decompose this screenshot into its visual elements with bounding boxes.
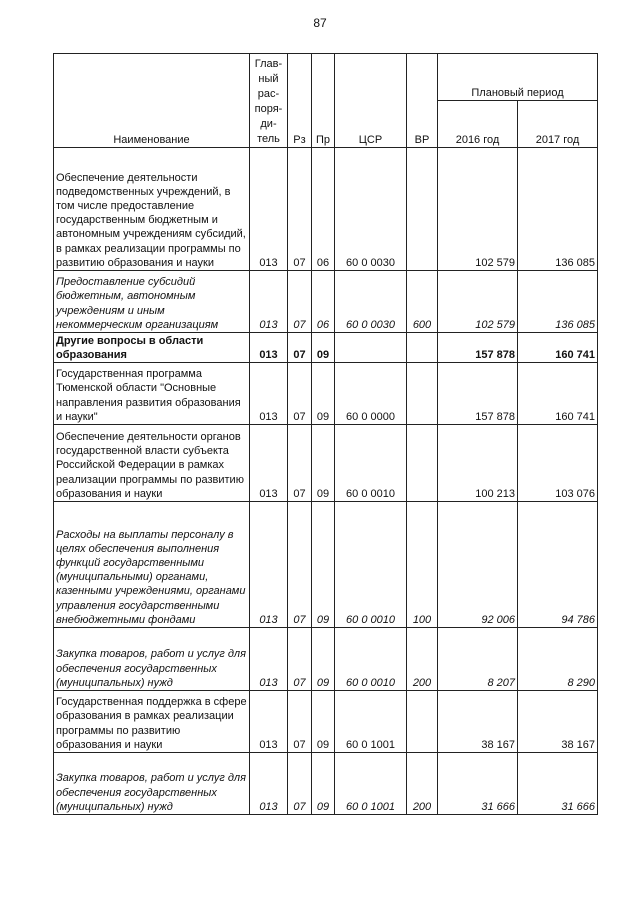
budget-table <box>53 53 598 815</box>
row-rz: 07 <box>288 271 312 333</box>
row-vr <box>407 333 438 363</box>
row-2016: 102 579 <box>438 271 518 333</box>
row-csr: 60 0 1001 <box>335 691 407 753</box>
row-rz: 07 <box>288 753 312 815</box>
header-main-manager: Глав- ный рас- поря- ди- тель <box>250 54 288 148</box>
row-vr <box>407 425 438 502</box>
row-rz: 07 <box>288 691 312 753</box>
row-csr <box>335 333 407 363</box>
header-year-2016: 2016 год <box>438 101 518 148</box>
table-row <box>54 753 598 815</box>
row-vr <box>407 148 438 271</box>
row-name: Закупка товаров, работ и услуг для обеспечения государственных (муниципальных) нужд <box>54 628 250 691</box>
row-main-manager: 013 <box>250 691 288 753</box>
row-csr: 60 0 0030 <box>335 148 407 271</box>
header-rz: Рз <box>288 54 312 148</box>
header-row <box>54 54 598 101</box>
table-row <box>54 333 598 363</box>
row-name: Другие вопросы в области образования <box>54 333 250 363</box>
row-main-manager: 013 <box>250 333 288 363</box>
row-vr <box>407 691 438 753</box>
row-rz: 07 <box>288 363 312 425</box>
row-rz: 07 <box>288 148 312 271</box>
row-pr: 09 <box>312 628 335 691</box>
row-pr: 06 <box>312 271 335 333</box>
row-name: Закупка товаров, работ и услуг для обеспечения государственных (муниципальных) нужд <box>54 753 250 815</box>
row-2017: 160 741 <box>518 333 598 363</box>
row-main-manager: 013 <box>250 148 288 271</box>
row-2016: 102 579 <box>438 148 518 271</box>
row-csr: 60 0 0010 <box>335 502 407 628</box>
row-vr: 100 <box>407 502 438 628</box>
row-pr: 09 <box>312 333 335 363</box>
header-vr: ВР <box>407 54 438 148</box>
row-pr: 09 <box>312 691 335 753</box>
row-2017: 8 290 <box>518 628 598 691</box>
row-pr: 06 <box>312 148 335 271</box>
row-pr: 09 <box>312 363 335 425</box>
table-row <box>54 691 598 753</box>
table-row <box>54 271 598 333</box>
row-2017: 136 085 <box>518 271 598 333</box>
row-vr: 600 <box>407 271 438 333</box>
row-2016: 38 167 <box>438 691 518 753</box>
row-name: Предоставление субсидий бюджетным, автономным учреждениям и иным некоммерческим организациям <box>54 271 250 333</box>
row-name: Государственная программа Тюменской области "Основные направления развития образования и науки" <box>54 363 250 425</box>
row-2017: 94 786 <box>518 502 598 628</box>
row-2016: 8 207 <box>438 628 518 691</box>
table-row <box>54 425 598 502</box>
row-vr: 200 <box>407 628 438 691</box>
header-pr: Пр <box>312 54 335 148</box>
row-csr: 60 0 0010 <box>335 425 407 502</box>
row-main-manager: 013 <box>250 425 288 502</box>
row-pr: 09 <box>312 502 335 628</box>
row-vr: 200 <box>407 753 438 815</box>
row-csr: 60 0 0000 <box>335 363 407 425</box>
table-row <box>54 502 598 628</box>
row-main-manager: 013 <box>250 271 288 333</box>
row-csr: 60 0 0010 <box>335 628 407 691</box>
row-rz: 07 <box>288 502 312 628</box>
row-2017: 103 076 <box>518 425 598 502</box>
page-number: 87 <box>313 16 327 30</box>
header-name: Наименование <box>54 54 250 148</box>
row-pr: 09 <box>312 425 335 502</box>
table-row <box>54 628 598 691</box>
row-main-manager: 013 <box>250 502 288 628</box>
row-name: Государственная поддержка в сфере образования в рамках реализации программы по развитию образования и науки <box>54 691 250 753</box>
row-csr: 60 0 1001 <box>335 753 407 815</box>
row-name: Расходы на выплаты персоналу в целях обеспечения выполнения функций государственными (муниципальными) органами, казенными учреждениями, органами управления государственными внебюджетными фондами <box>54 502 250 628</box>
row-2017: 31 666 <box>518 753 598 815</box>
header-plan-period: Плановый период <box>438 54 598 101</box>
row-rz: 07 <box>288 333 312 363</box>
row-2016: 31 666 <box>438 753 518 815</box>
header-csr: ЦСР <box>335 54 407 148</box>
row-main-manager: 013 <box>250 753 288 815</box>
row-rz: 07 <box>288 628 312 691</box>
header-year-2017: 2017 год <box>518 101 598 148</box>
table-row <box>54 148 598 271</box>
row-rz: 07 <box>288 425 312 502</box>
table-row <box>54 363 598 425</box>
row-csr: 60 0 0030 <box>335 271 407 333</box>
row-name: Обеспечение деятельности подведомственных учреждений, в том числе предоставление государственным бюджетным и автономным учреждениям субсидий, в рамках реализации программы по развитию образования и науки <box>54 148 250 271</box>
row-2017: 160 741 <box>518 363 598 425</box>
row-2017: 38 167 <box>518 691 598 753</box>
row-main-manager: 013 <box>250 363 288 425</box>
row-2016: 157 878 <box>438 363 518 425</box>
row-pr: 09 <box>312 753 335 815</box>
row-name: Обеспечение деятельности органов государственной власти субъекта Российской Федерации в рамках реализации программы по развитию образования и науки <box>54 425 250 502</box>
row-vr <box>407 363 438 425</box>
row-main-manager: 013 <box>250 628 288 691</box>
row-2016: 92 006 <box>438 502 518 628</box>
row-2016: 100 213 <box>438 425 518 502</box>
row-2017: 136 085 <box>518 148 598 271</box>
row-2016: 157 878 <box>438 333 518 363</box>
